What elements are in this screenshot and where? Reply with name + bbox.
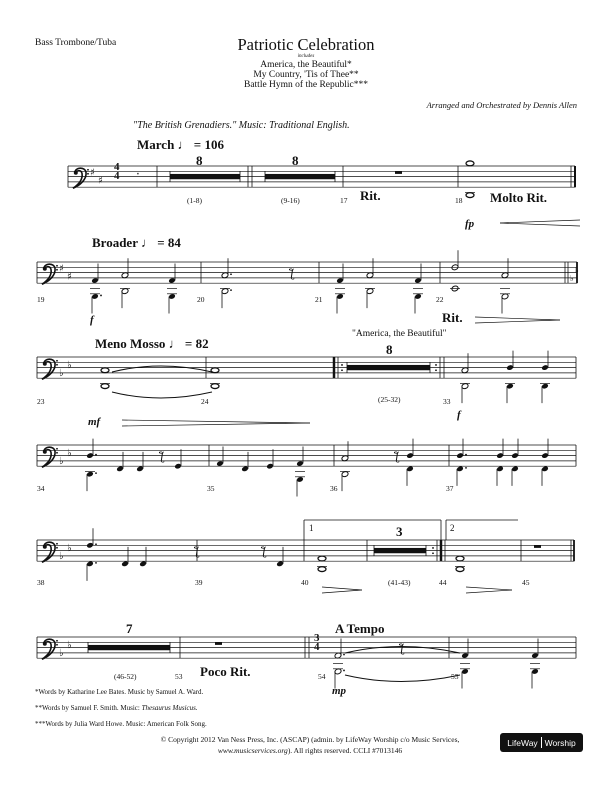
sharp-icon: ♯ — [59, 263, 64, 275]
quarter-rest-icon: ƪ — [160, 450, 164, 463]
augmentation-dot — [343, 670, 345, 672]
bass-clef-icon — [56, 640, 58, 642]
measure-number: 33 — [443, 397, 451, 406]
dynamic-mf: mf — [88, 416, 101, 428]
measure-number: 36 — [330, 484, 338, 493]
augmentation-dot — [465, 467, 467, 469]
bass-clef-icon — [56, 644, 58, 646]
includes-label: includes — [297, 54, 315, 59]
flat-icon: ♭ — [59, 647, 64, 659]
section-title: "America, the Beautiful" — [352, 329, 447, 339]
measure-number: 55 — [451, 672, 459, 681]
flat-icon: ♭ — [570, 273, 574, 283]
song-2: My Country, 'Tis of Thee** — [253, 70, 359, 80]
multirest-range: (25-32) — [378, 395, 401, 404]
lifeway-worship-logo: LifeWay Worship — [500, 733, 583, 752]
repeat-dot — [341, 369, 343, 371]
bass-clef-icon — [87, 173, 89, 175]
notehead — [211, 384, 219, 389]
rit-marking-2: Rit. — [442, 310, 463, 325]
repeat-dot — [432, 552, 434, 554]
notehead — [456, 567, 464, 572]
multirest-bar — [374, 548, 426, 553]
flat-icon: ♭ — [67, 639, 72, 651]
measure-number: 38 — [37, 578, 45, 587]
flat-icon: ♭ — [575, 265, 579, 275]
quarter-rest-icon: ƪ — [262, 545, 266, 558]
notehead — [318, 567, 326, 572]
flat-icon: ♭ — [67, 359, 72, 371]
copyright-line-1: © Copyright 2012 Van Ness Press, Inc. (ASCAP) (admin. by LifeWay Worship c/o Music Services, — [160, 735, 460, 744]
bass-clef-icon — [56, 543, 58, 545]
notehead — [456, 556, 464, 561]
measure-number: 22 — [436, 295, 444, 304]
notehead — [101, 368, 109, 373]
time-signature-4-4: 4 4 — [114, 161, 120, 182]
repeat-dot — [432, 547, 434, 549]
quarter-rest-icon: ƪ — [400, 642, 404, 655]
rit-marking: Rit. — [360, 188, 381, 203]
measure-number: 45 — [522, 578, 530, 587]
song-3: Battle Hymn of the Republic*** — [243, 80, 368, 90]
bass-clef-icon — [43, 267, 47, 271]
poco-rit-marking: Poco Rit. — [200, 664, 251, 679]
decrescendo-hairpin — [322, 587, 362, 590]
multirest-range: (9-16) — [281, 196, 300, 205]
footnote-2: **Words by Samuel F. Smith. Music: Thesaurus Musicus. — [35, 704, 198, 712]
song-1: America, the Beautiful* — [260, 60, 352, 70]
flat-icon: ♭ — [59, 455, 64, 467]
multirest-count: 8 — [196, 153, 203, 168]
source-note: "The British Grenadiers." Music: Traditional English. — [133, 120, 350, 131]
multirest-range: (41-43) — [388, 578, 411, 587]
measure-number: 37 — [446, 484, 454, 493]
measure-number: 21 — [315, 295, 323, 304]
bass-clef-icon — [43, 642, 47, 646]
measure-number: 23 — [37, 397, 45, 406]
decrescendo-hairpin — [475, 317, 560, 320]
flat-icon: ♭ — [67, 447, 72, 459]
crescendo-hairpin — [500, 223, 580, 226]
bass-clef-icon — [87, 169, 89, 171]
measure-number: 34 — [37, 484, 45, 493]
augmentation-dot — [343, 654, 345, 656]
multirest-bar — [170, 174, 240, 179]
augmentation-dot — [230, 289, 232, 291]
repeat-dot — [435, 364, 437, 366]
flat-icon: ♭ — [59, 367, 64, 379]
bass-clef-icon — [56, 452, 58, 454]
page-title: Patriotic Celebration — [237, 35, 375, 54]
footnote-1: *Words by Katharine Lee Bates. Music by Samuel A. Ward. — [35, 688, 204, 696]
quarter-rest-icon: ƪ — [395, 450, 399, 463]
whole-rest-icon — [395, 171, 402, 174]
bass-clef-icon — [43, 362, 47, 366]
measure-number: 18 — [455, 196, 463, 205]
measure-number: 35 — [207, 484, 215, 493]
augmentation-dot — [95, 454, 97, 456]
measure-number: 17 — [340, 196, 348, 205]
tie — [112, 366, 212, 372]
tie — [112, 392, 212, 398]
tempo-broader: Broader ♩ = 84 — [92, 235, 181, 250]
bass-clef-icon — [43, 545, 47, 549]
decrescendo-hairpin — [475, 320, 560, 323]
decrescendo-hairpin — [122, 420, 310, 423]
flat-icon: ♭ — [59, 550, 64, 562]
notehead — [466, 161, 474, 166]
arranger-credit: Arranged and Orchestrated by Dennis Allen — [426, 100, 577, 110]
multirest-range: (46-52) — [114, 672, 137, 681]
measure-number: 54 — [318, 672, 326, 681]
volta-1-label: 1 — [309, 523, 314, 533]
sharp-icon: ♯ — [90, 167, 95, 179]
notehead — [466, 193, 474, 198]
measure-number: 40 — [301, 578, 309, 587]
tempo-a-tempo: A Tempo — [335, 621, 385, 636]
decrescendo-hairpin — [122, 423, 310, 426]
tempo-march: March ♩ = 106 — [137, 137, 224, 152]
sharp-icon: ♯ — [67, 271, 72, 283]
multirest-bar — [265, 174, 335, 179]
multirest-count: 8 — [386, 342, 393, 357]
copyright-line-2: www.musicservices.org). All rights reserved. CCLI #7013146 — [217, 746, 403, 755]
bass-clef-icon — [56, 448, 58, 450]
dynamic-mp: mp — [332, 685, 347, 697]
multirest-range: (1-8) — [187, 196, 202, 205]
notehead — [101, 384, 109, 389]
augmentation-dot — [100, 295, 102, 297]
bass-clef-icon — [56, 360, 58, 362]
quarter-rest-icon: ƪ — [195, 545, 199, 558]
dynamic-f-2: f — [457, 409, 461, 421]
multirest-count: 3 — [396, 524, 403, 539]
molto-rit-marking: Molto Rit. — [490, 190, 548, 205]
notehead — [211, 368, 219, 373]
augmentation-dot — [465, 454, 467, 456]
multirest-count: 8 — [292, 153, 299, 168]
instrument-name: Bass Trombone/Tuba — [35, 38, 117, 48]
quarter-rest-icon: ƪ — [290, 267, 294, 280]
decrescendo-hairpin — [466, 590, 512, 593]
flat-icon: ♭ — [67, 542, 72, 554]
tie — [345, 675, 460, 682]
bass-clef-icon — [56, 547, 58, 549]
multirest-count: 7 — [126, 621, 133, 636]
whole-rest-icon — [534, 545, 541, 548]
dynamic-fp: fp — [465, 218, 475, 230]
notehead — [318, 556, 326, 561]
sharp-icon: ♯ — [98, 175, 103, 187]
footnote-3: ***Words by Julia Ward Howe. Music: American Folk Song. — [35, 720, 207, 728]
volta-2-label: 2 — [450, 523, 455, 533]
measure-number: 53 — [175, 672, 183, 681]
multirest-bar — [347, 365, 430, 370]
decrescendo-hairpin — [466, 587, 512, 590]
dynamic-f: f — [90, 314, 94, 326]
measure-number: 44 — [439, 578, 447, 587]
augmentation-dot — [95, 543, 97, 545]
repeat-dot — [341, 364, 343, 366]
measure-number: 24 — [201, 397, 209, 406]
bass-clef-icon — [56, 364, 58, 366]
time-signature-3-4: 3 4 — [314, 632, 320, 653]
bass-clef-icon — [56, 265, 58, 267]
tempo-meno-mosso: Meno Mosso ♩ = 82 — [95, 336, 209, 351]
whole-rest-icon — [215, 642, 222, 645]
augmentation-dot — [95, 562, 97, 564]
decrescendo-hairpin — [322, 590, 362, 593]
repeat-dot — [435, 369, 437, 371]
measure-number: 39 — [195, 578, 203, 587]
measure-number: 20 — [197, 295, 205, 304]
crescendo-hairpin — [500, 220, 580, 223]
bass-clef-icon — [43, 450, 47, 454]
eighth-rest-icon: ‧ — [136, 167, 140, 181]
measure-number: 19 — [37, 295, 45, 304]
music-services-link[interactable]: www.musicservices.org — [217, 746, 288, 755]
augmentation-dot — [95, 472, 97, 474]
bass-clef-icon — [74, 171, 78, 175]
augmentation-dot — [230, 273, 232, 275]
multirest-bar — [88, 645, 170, 650]
bass-clef-icon — [56, 269, 58, 271]
